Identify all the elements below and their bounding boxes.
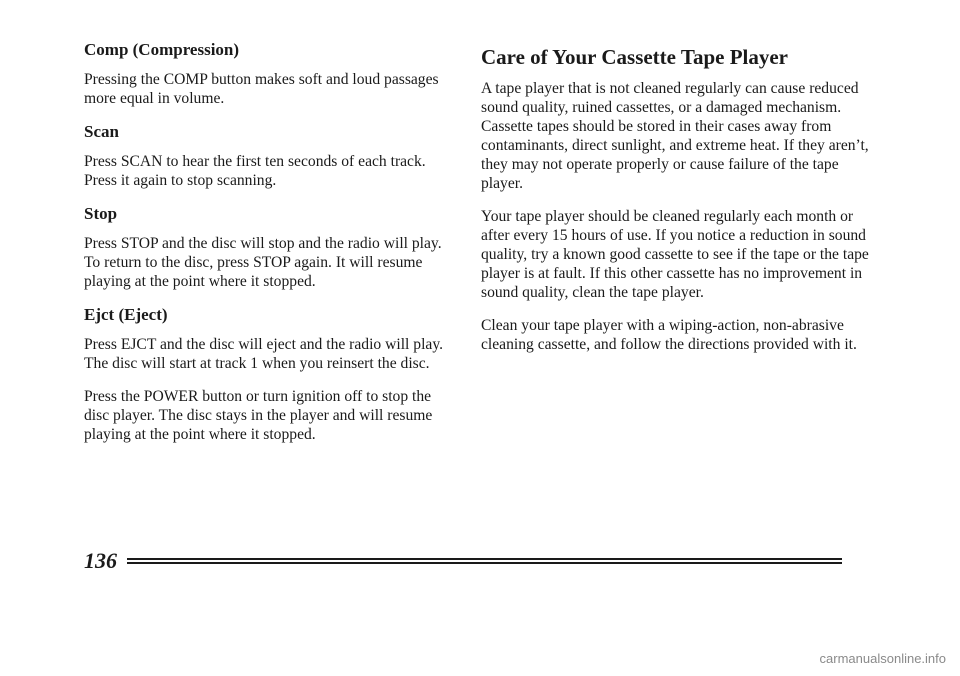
section-comp [84,40,454,108]
page-number: 136 [84,548,117,573]
section-heading: Ejct (Eject) [84,305,168,324]
section-paragraph: Press EJCT and the disc will eject and the radio will play. The disc will start at track 1 when you reinsert the disc. [84,336,444,372]
body-paragraph: Your tape player should be cleaned regularly each month or after every 15 hours of use. If you notice a reduction in sound quality, try a known good cassette to see if the tape or the tape player is at fault. If this other cassette has no improvement in sound quality, clean the tape player. [481,208,869,301]
page-footer [84,546,842,576]
right-column [481,44,871,368]
section-paragraph: Pressing the COMP button makes soft and loud passages more equal in volume. [84,71,439,107]
section-scan [84,122,454,190]
section-paragraph: Press STOP and the disc will stop and the radio will play. To return to the disc, press STOP again. It will resume playing at the point where it stopped. [84,235,442,290]
footer-rule [127,558,842,564]
section-paragraph: Press the POWER button or turn ignition off to stop the disc player. The disc stays in the player and will resume playing at the point where it stopped. [84,388,433,443]
section-stop [84,204,454,291]
section-eject [84,305,454,444]
section-heading: Comp (Compression) [84,40,240,59]
page-title: Care of Your Cassette Tape Player [481,45,788,69]
section-paragraph: Press SCAN to hear the first ten seconds of each track. Press it again to stop scanning. [84,153,426,189]
body-paragraph: A tape player that is not cleaned regularly can cause reduced sound quality, ruined cassettes, or a damaged mechanism. Cassette tapes should be stored in their cases away from contaminants, direct sunlight, and extreme heat. If they aren’t, they may not operate properly or cause failure of the tape player. [481,80,869,192]
watermark: carmanualsonline.info [819,651,946,666]
section-heading: Scan [84,122,119,141]
section-heading: Stop [84,204,118,223]
left-column [84,40,454,458]
body-paragraph: Clean your tape player with a wiping-action, non-abrasive cleaning cassette, and follow the directions provided with it. [481,317,857,353]
